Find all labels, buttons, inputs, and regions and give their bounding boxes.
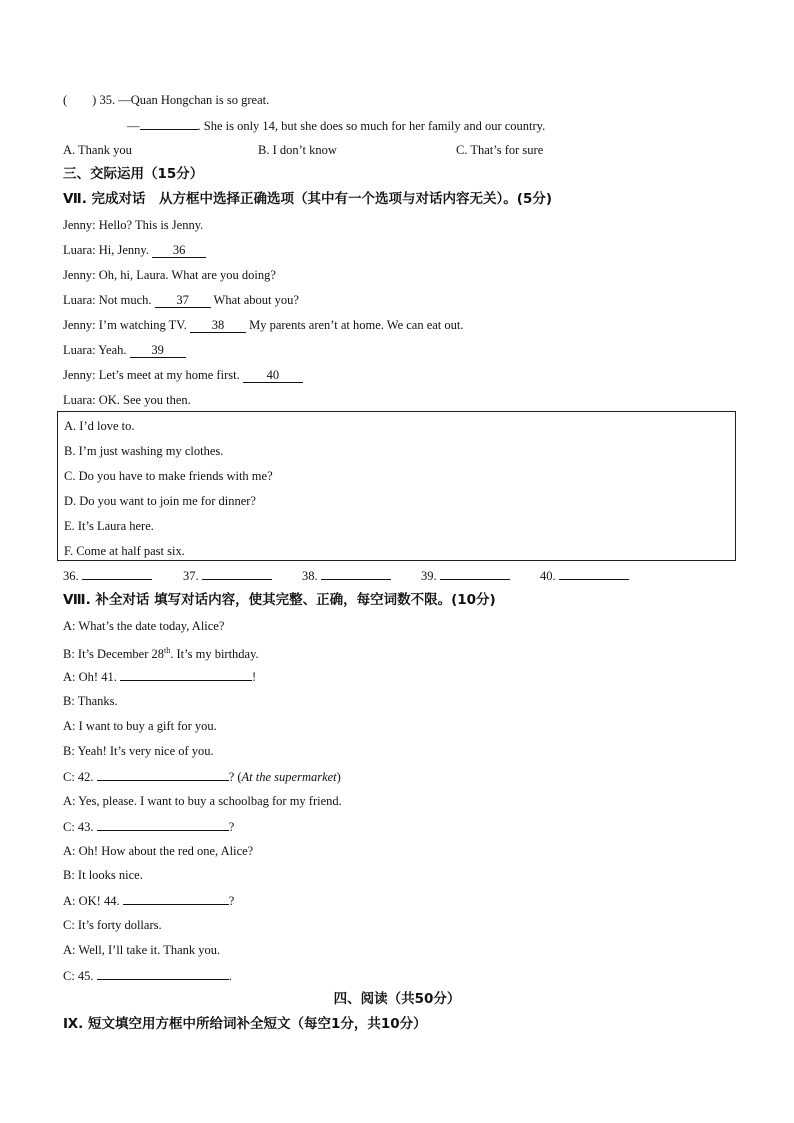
blank-45[interactable] (97, 967, 229, 980)
section9-title: Ⅸ. 短文填空用方框中所给词补全短文（每空1分，共10分） (63, 1016, 427, 1032)
q35-option-c[interactable]: C. That’s for sure (456, 143, 544, 157)
blank-42[interactable] (97, 768, 229, 781)
box-option-c: C. Do you have to make friends with me? (64, 469, 273, 483)
answer-39: 39. (421, 567, 510, 584)
answer-blank-37[interactable] (202, 567, 272, 580)
answer-40: 40. (540, 567, 629, 584)
dialogue-line-4: Luara: Not much. 37 What about you? (63, 293, 299, 307)
s8-line-13: C: It’s forty dollars. (63, 918, 162, 932)
s8-line-1: A: What’s the date today, Alice? (63, 619, 225, 633)
dialogue-line-2: Luara: Hi, Jenny. 36 (63, 242, 206, 258)
dialogue-line-7: Jenny: Let’s meet at my home first. 40 (63, 367, 303, 383)
box-option-d: D. Do you want to join me for dinner? (64, 494, 256, 508)
s8-line-14: A: Well, I’ll take it. Thank you. (63, 943, 221, 957)
box-option-b: B. I’m just washing my clothes. (64, 444, 224, 458)
s8-line-8: A: Yes, please. I want to buy a schoolbag for my friend. (63, 794, 342, 808)
s8-line-2: B: It’s December 28th. It’s my birthday. (63, 646, 259, 662)
blank-40[interactable]: 40 (243, 368, 303, 383)
q35-option-a[interactable]: A. Thank you (63, 143, 132, 157)
s8-line-10: A: Oh! How about the red one, Alice? (63, 844, 254, 858)
answer-blank-38[interactable] (321, 567, 391, 580)
s8-line-15: C: 45. . (63, 969, 232, 983)
section8-title: Ⅷ. 补全对话 填写对话内容，使其完整、正确，每空词数不限。(10分) (63, 592, 496, 608)
section3-title: 三、交际运用（15分） (63, 166, 204, 182)
s8-line-5: A: I want to buy a gift for you. (63, 719, 217, 733)
q35-text: 35. —Quan Hongchan is so great. (99, 93, 270, 107)
q35-question (63, 92, 269, 108)
answer-blank-39[interactable] (440, 567, 510, 580)
q35-option-b[interactable]: B. I don’t know (258, 143, 337, 157)
answer-37: 37. (183, 567, 272, 584)
s8-line-11: B: It looks nice. (63, 868, 143, 882)
s8-line-12: A: OK! 44. ? (63, 894, 235, 908)
section7-title: Ⅶ. 完成对话 从方框中选择正确选项（其中有一个选项与对话内容无关）。(5分) (63, 191, 553, 207)
s8-line-3: A: Oh! 41. ! (63, 670, 257, 684)
blank-39[interactable]: 39 (130, 343, 186, 358)
s8-line-9: C: 43. ? (63, 820, 235, 834)
blank-41[interactable] (120, 668, 252, 681)
blank-37[interactable]: 37 (155, 293, 211, 308)
dialogue-line-8: Luara: OK. See you then. (63, 393, 191, 407)
s8-line-7: C: 42. ? (At the supermarket) (63, 770, 341, 784)
box-option-f: F. Come at half past six. (64, 544, 185, 558)
blank-43[interactable] (97, 818, 229, 831)
dialogue-line-5: Jenny: I’m watching TV. 38 My parents aren’t at home. We can eat out. (63, 318, 464, 332)
s8-line-4: B: Thanks. (63, 694, 118, 708)
answer-blank-36[interactable] (82, 567, 152, 580)
blank-44[interactable] (123, 892, 229, 905)
options-box (57, 411, 736, 561)
blank-36[interactable]: 36 (152, 243, 206, 258)
q35-reply: — . She is only 14, but she does so much for her family and our country. (127, 119, 546, 133)
answer-38: 38. (302, 567, 391, 584)
q35-blank[interactable] (140, 117, 198, 130)
blank-38[interactable]: 38 (190, 318, 246, 333)
dialogue-line-3: Jenny: Oh, hi, Laura. What are you doing? (63, 268, 276, 282)
section4-title: 四、阅读（共50分） (333, 991, 461, 1007)
dialogue-line-6: Luara: Yeah. 39 (63, 342, 186, 358)
s8-line-6: B: Yeah! It’s very nice of you. (63, 744, 214, 758)
box-option-a: A. I’d love to. (64, 419, 135, 433)
q35-answer-paren[interactable]: ( ) (63, 93, 97, 107)
answer-blank-40[interactable] (559, 567, 629, 580)
answer-36: 36. (63, 567, 152, 584)
box-option-e: E. It’s Laura here. (64, 519, 154, 533)
dialogue-line-1: Jenny: Hello? This is Jenny. (63, 218, 204, 232)
